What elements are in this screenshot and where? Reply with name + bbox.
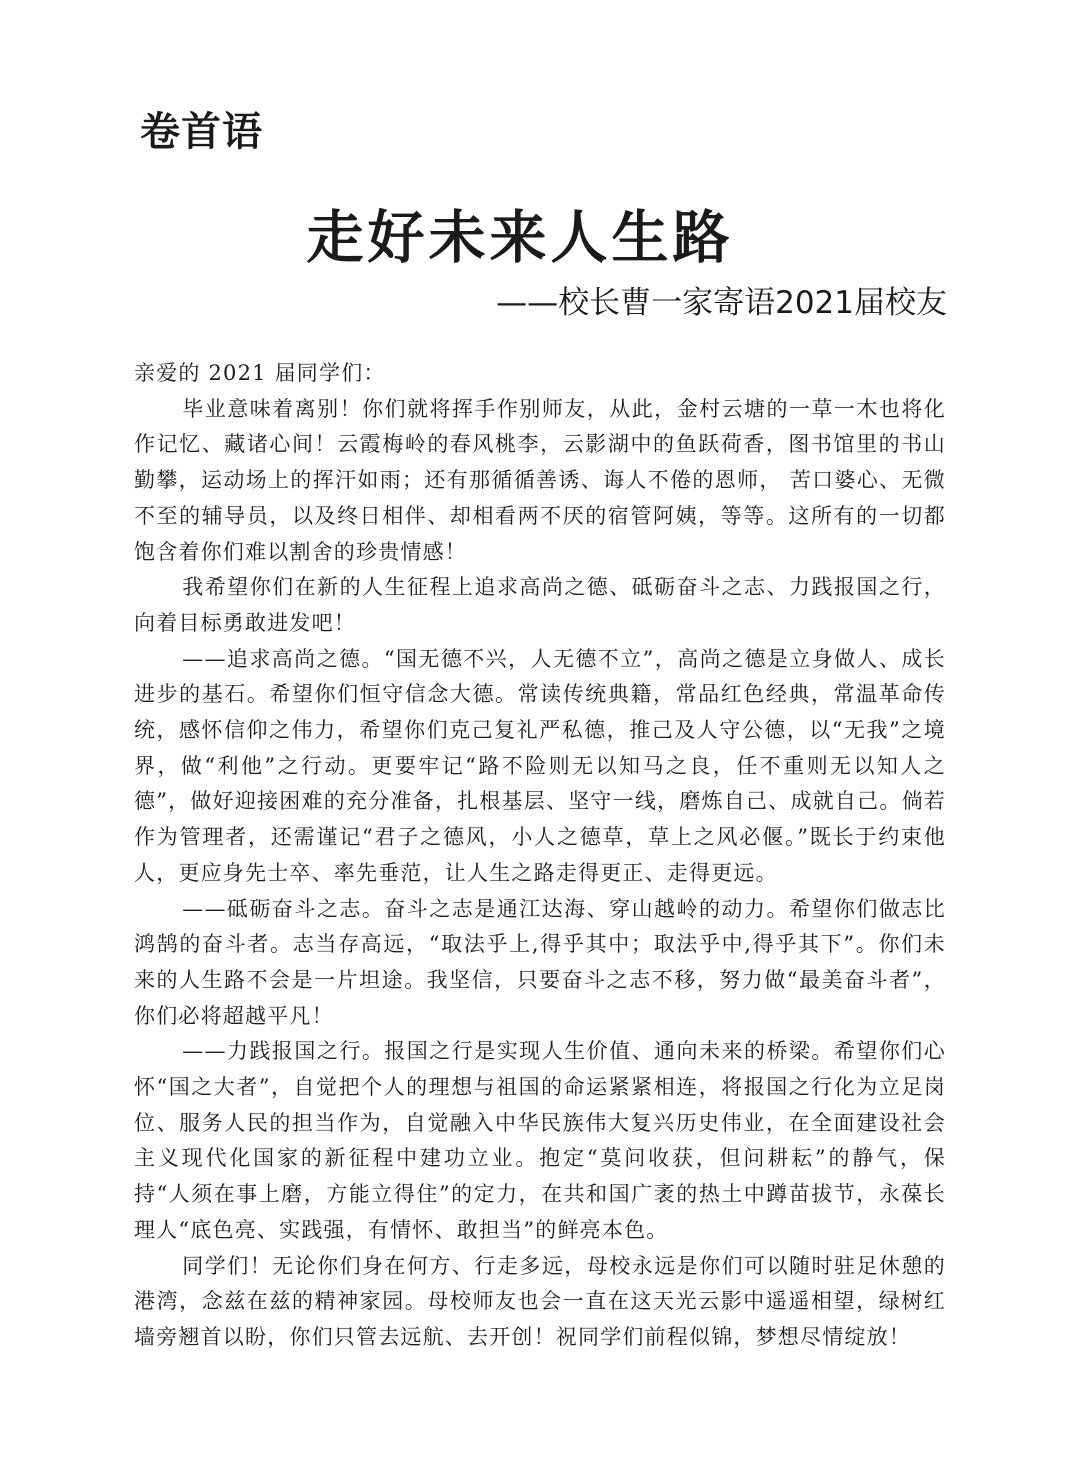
paragraph: 毕业意味着离别！你们就将挥手作别师友，从此，金村云塘的一草一木也将化作记忆、藏诸心间！云霞梅岭的春风桃李，云影湖中的鱼跃荷香，图书馆里的书山勤攀，运动场上的挥汗如雨；还有那循循善诱、诲人不倦的恩师， 苦口婆心、无微不至的辅导员，以及终日相伴、却相看两不厌的宿管阿姨，等等。这所有的一切都饱含着你们难以割舍的珍贵情感！: [134, 396, 946, 564]
paragraph: ——追求高尚之德。“国无德不兴，人无德不立”，高尚之德是立身做人、成长进步的基石。希望你们恒守信念大德。常读传统典籍，常品红色经典，常温革命传统，感怀信仰之伟力，希望你们克己复礼严私德，推己及人守公德，以“无我”之境界，做“利他”之行动。更要牢记“路不险则无以知马之良，任不重则无以知人之德”，做好迎接困难的充分准备，扎根基层、坚守一线，磨炼自己、成就自己。倘若作为管理者，还需谨记“君子之德风，小人之德草，草上之风必偃。”既长于约束他人，更应身先士卒、率先垂范，让人生之路走得更正、走得更远。: [134, 646, 946, 885]
section-label: 卷首语: [140, 109, 263, 155]
paragraph: 同学们！无论你们身在何方、行走多远，母校永远是你们可以随时驻足休憩的港湾，念兹在兹的精神家园。母校师友也会一直在这天光云影中遥遥相望，绿树红墙旁翘首以盼，你们只管去远航、去开创！祝同学们前程似锦，梦想尽情绽放！: [134, 1253, 946, 1349]
paragraph: ——力践报国之行。报国之行是实现人生价值、通向未来的桥梁。希望你们心怀“国之大者”，自觉把个人的理想与祖国的命运紧紧相连，将报国之行化为立足岗位、服务人民的担当作为，自觉融入中华民族伟大复兴历史伟业，在全面建设社会主义现代化国家的新征程中建功立业。抱定“莫问收获，但问耕耘”的静气，保持“人须在事上磨，方能立得住”的定力，在共和国广袤的热土中蹲苗拔节，永葆长理人“底色亮、实践强，有情怀、敢担当”的鲜亮本色。: [134, 1039, 946, 1242]
paragraph: 我希望你们在新的人生征程上追求高尚之德、砥砺奋斗之志、力践报国之行，向着目标勇敢进发吧！: [134, 575, 946, 635]
paragraph: ——砥砺奋斗之志。奋斗之志是通江达海、穿山越岭的动力。希望你们做志比鸿鹄的奋斗者。志当存高远，“取法乎上,得乎其中；取法乎中,得乎其下”。你们未来的人生路不会是一片坦途。我坚信，只要奋斗之志不移，努力做“最美奋斗者”，你们必将超越平凡！: [134, 896, 946, 1028]
page-subtitle: ——校长曹一家寄语2021届校友: [496, 285, 947, 321]
page-title: 走好未来人生路: [306, 205, 734, 271]
salutation: 亲爱的 2021 届同学们：: [134, 361, 386, 385]
letter-body: [134, 356, 946, 1356]
